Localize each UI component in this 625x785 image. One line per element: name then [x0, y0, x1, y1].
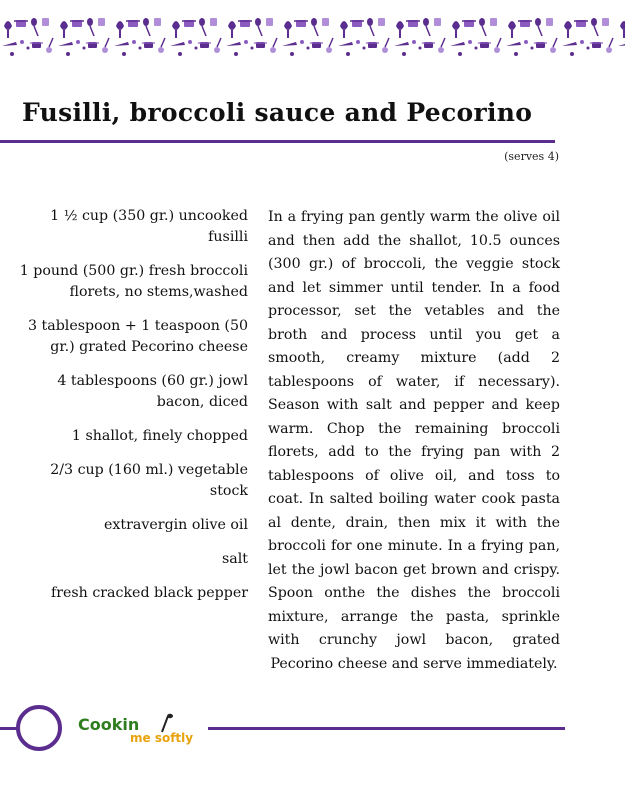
logo-sub-text: me softly — [130, 731, 194, 745]
ingredient-item: 4 tablespoons (60 gr.) jowl bacon, diced — [57, 373, 248, 410]
kitchen-utensils-pattern — [0, 12, 625, 60]
ingredient-item: fresh cracked black pepper — [50, 585, 248, 601]
recipe-title: Fusilli, broccoli sauce and Pecorino — [22, 98, 533, 127]
ingredients-list — [14, 206, 248, 617]
ingredient-item: 2/3 cup (160 ml.) vegetable stock — [50, 462, 248, 499]
footer-divider-right — [208, 727, 565, 730]
logo-main-text: Cookin — [78, 715, 140, 734]
ingredient-item: extravergin olive oil — [104, 517, 248, 533]
ingredient-item: 1 shallot, finely chopped — [71, 428, 248, 444]
servings-note: (serves 4) — [504, 150, 559, 163]
ingredient-item: 1 ½ cup (350 gr.) uncooked fusilli — [50, 208, 248, 245]
title-divider — [0, 140, 555, 143]
brand-logo — [78, 712, 206, 746]
ingredient-item: salt — [222, 551, 248, 567]
ingredient-item: 3 tablespoon + 1 teaspoon (50 gr.) grated Pecorino cheese — [28, 318, 248, 355]
method-text: In a frying pan gently warm the olive oil and then add the shallot, 10.5 ounces (300 gr.) of broccoli, the veggie stock and let simmer until tender. In a food processor, set the vetables and the broth and process until you get a smooth, creamy mixture (add 2 tablespoons of water, if necessary). Season with salt and pepper and keep warm. Chop the remaining broccoli florets, add to the frying pan with 2 tablespoons of olive oil, and toss to coat. In salted boiling water cook pasta al dente, drain, then mix it with the broccoli for one minute. In a frying pan, let the jowl bacon get brown and crispy. Spoon onthe the dishes the broccoli mixture, arrange the pasta, sprinkle with crunchy jowl bacon, grated Pecorino cheese and serve immediately. — [268, 209, 560, 672]
ingredient-item: 1 pound (500 gr.) fresh broccoli florets, no stems,washed — [19, 263, 248, 300]
ring-decoration-icon — [16, 705, 62, 751]
spatula-icon — [162, 714, 173, 732]
